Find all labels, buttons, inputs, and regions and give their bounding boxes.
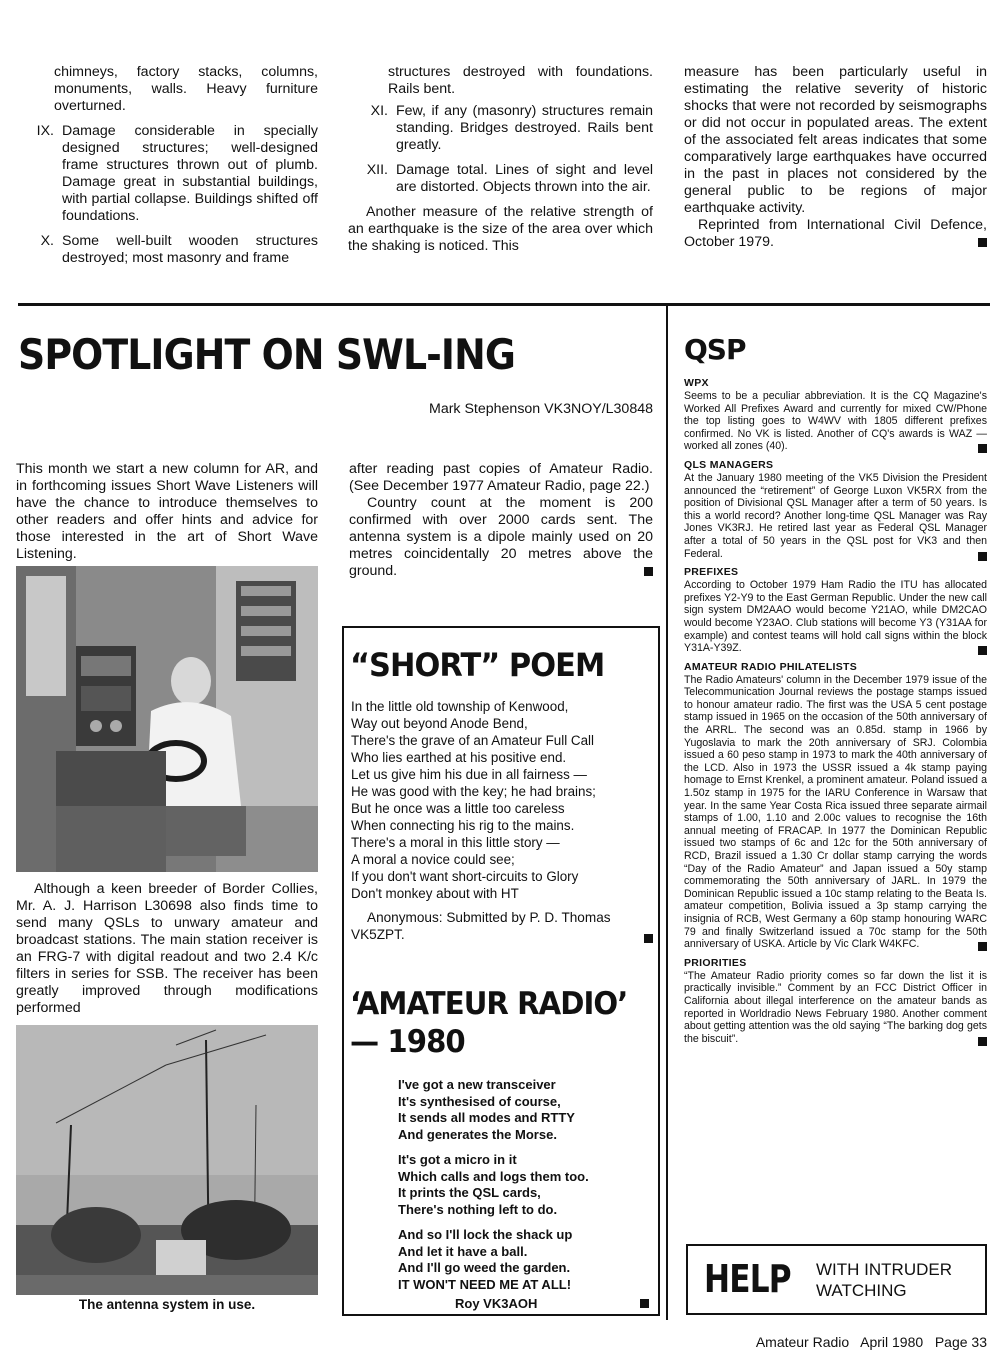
help-line2: WATCHING [816,1281,907,1300]
poem-line: In the little old township of Kenwood, [351,699,569,714]
ar1980-title [350,985,627,1061]
poem-line: IT WON'T NEED ME AT ALL! [398,1276,572,1292]
poem-line: Don't monkey about with HT [351,886,519,901]
item-text: Damage total. Lines of sight and level are distorted. Objects thrown into the air. [396,162,653,195]
poem-line: And so I'll lock the shack up [398,1227,573,1242]
poem-line: When connecting his rig to the mains. [351,818,575,833]
qsp-text [684,472,987,560]
col1-intro: chimneys, factory stacks, columns, monuments, walls. Heavy furniture overturned. [54,64,318,114]
poem-line: It sends all modes and RTTY [398,1110,575,1125]
item-number: IX. [36,123,54,139]
qsp-text-body: At the January 1980 meeting of the VK5 Division the President announced the “retirement” of George Luxon VK5RX from the position of Divisional QSL Manager after a term of 50 years. Is this a world record? Another long-time QSL Manager was Ray Jones VK3RJ. He retired last year as Federal QSL Manager after a total of 50 years in the QSL post for VK3 and then Federal. [684,471,987,560]
reprint-note [684,217,987,251]
swl-byline: Mark Stephenson VK3NOY/L30848 [429,401,653,417]
poem-line: Way out beyond Anode Bend, [351,716,528,731]
qsp-section-priorities [684,957,987,1046]
poem-line: He was good with the key; he had brains; [351,784,596,799]
column-divider [666,305,668,1320]
poem-line: There's nothing left to do. [398,1201,558,1217]
ar1980-title-line2: — 1980 [350,1024,465,1060]
poem-line: Let us give him his due in all fairness — [351,767,587,782]
qsp-heading: QLS MANAGERS [684,458,774,471]
swl-column-2 [349,461,653,580]
swl-col2-para1: after reading past copies of Amateur Radio. (See December 1977 Amateur Radio, page 22.) [349,461,653,494]
poem-line: And I'll go weed the garden. [398,1260,571,1275]
qsp-text-body: According to October 1979 Ham Radio the ITU has allocated prefixes Y2-Y9 to the East German Republic. Under the new call sign system DM2AAO would become Y21AO, while DM2CAO would become Y23AO. Club stations will become Y3 (Y31AA for example) and contest teams will hold call signs within the block Y31A-Y39Z. [684,579,987,655]
ar1980-title-line1: ‘AMATEUR RADIO’ [350,986,628,1022]
qsp-section-wpx [684,377,987,453]
qsp-text [684,579,987,655]
item-number: X. [40,233,54,249]
swl-para2 [16,881,318,1017]
antenna-caption: The antenna system in use. [78,1297,256,1312]
poem-line: There's a moral in this little story — [351,835,560,850]
swl-title: SPOTLIGHT ON SWL-ING [18,330,515,379]
qsp-text [684,390,987,453]
poem-line: If you don't want short-circuits to Glory [351,869,579,884]
poem-lines [351,698,653,902]
swl-col2-para2 [349,495,653,580]
qsp-section-philatelists [684,661,987,951]
end-mark-icon [978,1037,987,1046]
col3-paragraph: measure has been particularly useful in estimating the relative severity of historic shocks that were not recorded by seismographs or did not occur in populated areas. The extent of the associated felt areas indicates that some comparatively large earthquakes have occurred in the past in places not considered by the general public to be regions of major earthquake activity. [684,64,987,216]
scale-item-ix [18,123,318,225]
qsp-section-qsl-managers [684,459,987,560]
qsp-text-body: Seems to be a peculiar abbreviation. It is the CQ Magazine's Worked All Prefixes Award and currently for mixed CW/Phone the top listing goes to W4WV with 1805 different prefixes confirmed. No VK is listed. Another of CQ's awards is WAZ — worked all zones (40). [684,390,987,453]
footer-page: Page 33 [934,1334,987,1350]
item-text: Damage considerable in specially designed structures; well-designed frame structures thrown out of plumb. Damage great in substantial buildings, with partial collapse. Buildings shifted off foundations. [62,123,318,224]
poem-line: It's got a micro in it [398,1152,517,1167]
swl-col2-para2-text: Country count at the moment is 200 confirmed with over 2000 cards sent. The antenna system is a dipole mainly used on 20 metres coincidentally 20 metres above the ground. [349,495,653,579]
poem-line: Who lies earthed at his positive end. [351,750,567,765]
qsp-title: QSP [684,333,746,366]
poem-line: Which calls and logs them too. [398,1168,589,1184]
footer-magazine: Amateur Radio [755,1334,850,1350]
col2-paragraph: Another measure of the relative strength of an earthquake is the size of the area over which the shaking is noticed. This [348,204,653,254]
scale-item-xii [348,162,653,196]
qsp-heading: AMATEUR RADIO PHILATELISTS [684,660,858,673]
qsp-text-body: “The Amateur Radio priority comes so far down the list it is practically invisible.” Comment by an FCC District Officer in California about illegal interference on the amateur bands as reported in Worldradio News February 1980. Another comment about getting attention was the old saying “The barking dog gets the biscuit”. [684,969,987,1045]
qsp-heading: PREFIXES [684,566,739,579]
help-subtext [816,1259,952,1301]
end-mark-icon [978,942,987,951]
poem-line: I've got a new transceiver [398,1077,556,1092]
qsp-section-prefixes [684,566,987,655]
qsp-text-body: The Radio Amateurs' column in the December 1979 issue of the Telecommunication Journal reviews the postage stamps issued to honour amateur radio. The first was the USA 5 cent postage stamp issued in 1965 on the occasion of the 50th anniversary of the ARRL. The second was an 0.85d. stamp in 1966 by Yugoslavia to mark the 20th anniversary of SRJ. Colombia issued a 60 peso stamp in 1973 to mark the 40th anniversary of the LCD. Also in 1973 the USSR issued a 4k stamp paying homage to Ernst Krenkel, a prominent amateur. Poland issued a 1.50z stamp in 1975 for the IARU Conference in Warsaw that year. In the same Year Costa Rica issued three separate airmail stamps of 1.00, 1.10 and 2.00c values to recognise the 16th annual meeting of FRACAP. In 1977 the Dominican Republic issued two stamps of 6c and 12c for the 50th anniversary of RCD, Brazil issued a 1.30 Cr dollar stamp carrying the words “Day of the Radio Amateur” and Japan issued a 50y stamp commemorating the 50th anniversary of JARL. In 1979 the Dominican Republic issued a 10c stamp relating to the Beata Is. amateur competition, Bolivia issued a 3p stamp carrying the insignia of RCB, West Germany a 60p stamp honouring WARC 79 and finally Switzerland issued a 70c stamp for the 50th anniversary of USKA. Article by Vic Clark W4KFC. [684,673,987,951]
poem-credit-text: Anonymous: Submitted by P. D. Thomas VK5ZPT. [351,910,611,942]
scale-item-x [18,233,318,267]
item-text: Few, if any (masonry) structures remain standing. Bridges destroyed. Rails bent greatly. [396,103,653,153]
end-mark-icon [978,552,987,561]
poem-line: And generates the Morse. [398,1126,557,1142]
qsp-heading: WPX [684,377,709,389]
poem-line: It prints the QSL cards, [398,1185,541,1200]
ar1980-author: Roy VK3AOH [455,1296,538,1311]
antenna-photo [16,1025,318,1295]
footer-issue: April 1980 [860,1334,924,1350]
qsp-heading: PRIORITIES [684,956,747,969]
end-mark-icon [978,646,987,655]
qsp-column [684,377,987,1051]
poem-line: And let it have a ball. [398,1243,528,1259]
help-big-text: HELP [704,1257,791,1301]
section-divider [18,303,990,306]
reprint-text: Reprinted from International Civil Defence, October 1979. [684,217,987,250]
top-column-1 [18,64,318,275]
ar1980-poem [398,1077,648,1293]
item-number: XII. [366,162,388,178]
poem-line: A moral a novice could see; [351,852,515,867]
station-photo-image [16,566,318,872]
item-number: XI. [370,103,388,119]
qsp-text [684,674,987,951]
poem-credit [351,909,653,943]
help-intruder-box [686,1244,987,1315]
help-line1: WITH INTRUDER [816,1260,952,1279]
swl-para2-text: Although a keen breeder of Border Collies, Mr. A. J. Harrison L30698 also finds time to send many QSLs to unwary amateur and broadcast stations. The main station receiver is an FRG-7 with digital readout and two 2.4 K/c filters in series for SSB. The receiver has been greatly improved through modifications performed [16,881,318,1016]
end-mark-icon [644,567,653,576]
antenna-photo-image [16,1025,318,1295]
swl-intro [16,461,318,563]
poem-title: “SHORT” POEM [350,646,605,684]
end-mark-icon [978,238,987,247]
scale-item-xi [348,103,653,154]
top-column-2 [348,64,653,255]
end-mark-icon [640,1299,649,1308]
end-mark-icon [978,444,987,453]
swl-intro-text: This month we start a new column for AR, and in forthcoming issues Short Wave Listeners will have the chance to introduce themselves to other readers and offer hints and advice for those interested in the art of Short Wave Listening. [16,461,318,562]
item-text: Some well-built wooden structures destroyed; most masonry and frame [62,233,318,266]
qsp-text [684,970,987,1046]
poem-line: There's the grave of an Amateur Full Call [351,733,594,748]
col2-intro: structures destroyed with foundations. Rails bent. [388,64,653,97]
page-footer [600,1334,987,1350]
poem-line: But he once was a little too careless [351,801,565,816]
poem-line: It's synthesised of course, [398,1093,561,1109]
end-mark-icon [644,934,653,943]
station-photo [16,566,318,872]
top-column-3 [684,64,987,251]
